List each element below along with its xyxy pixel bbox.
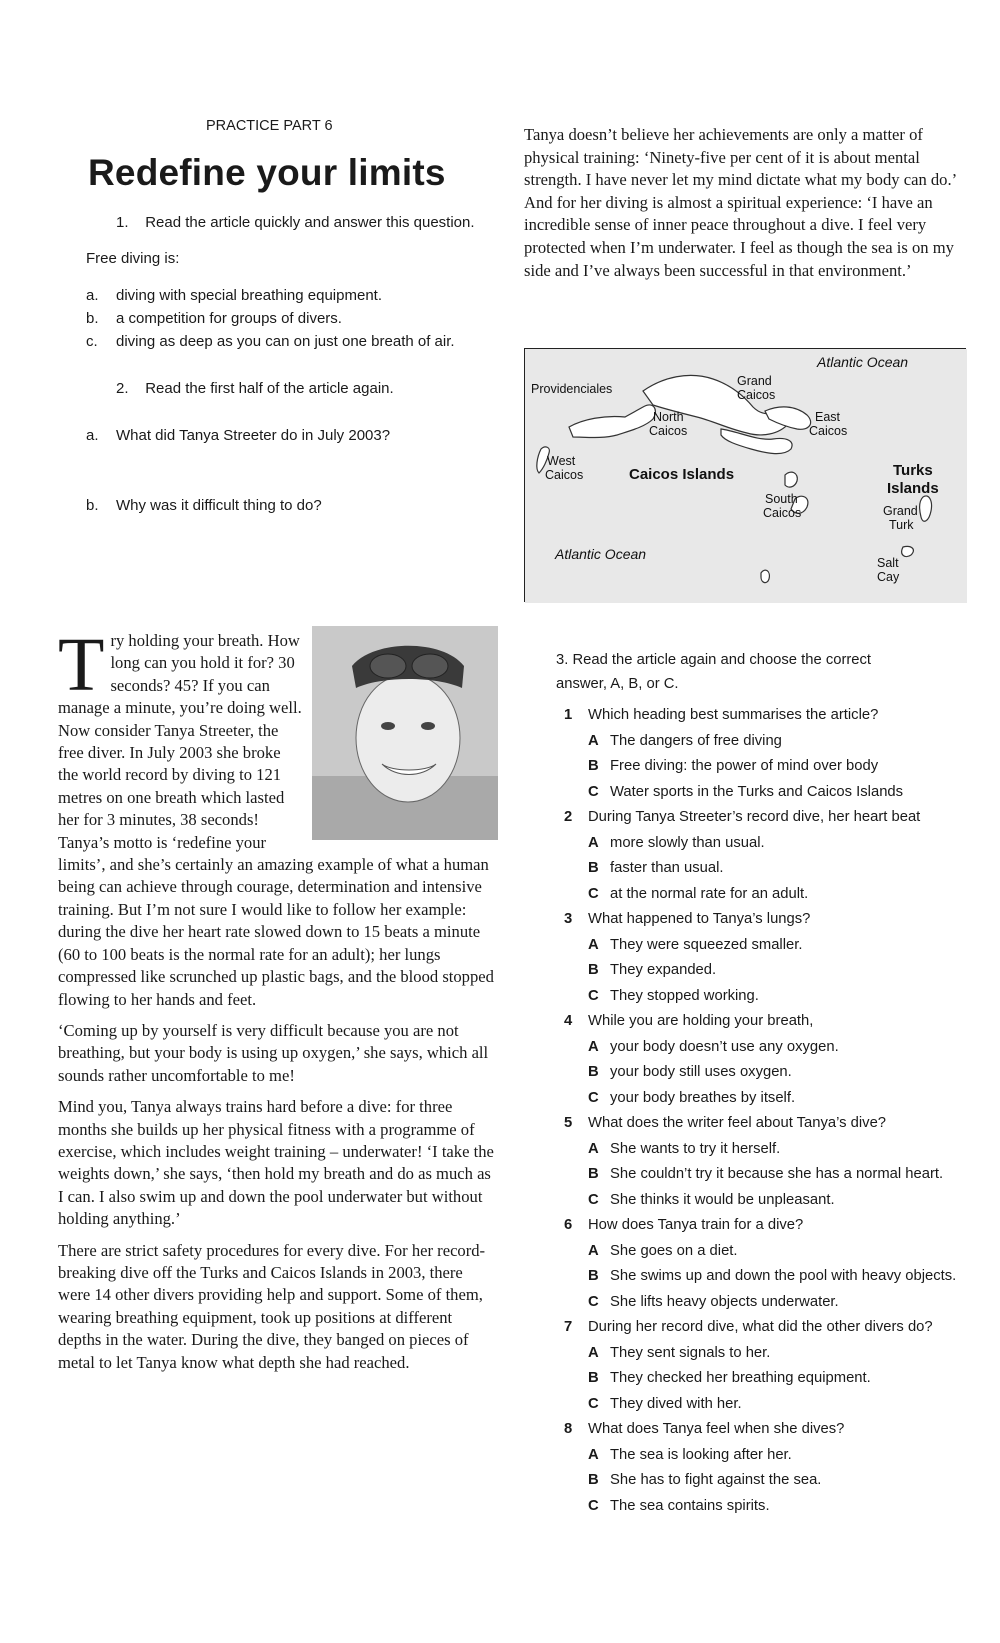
article-continuation <box>524 124 964 282</box>
question-text: What happened to Tanya’s lungs? <box>588 911 811 927</box>
question-number: 8 <box>564 1421 573 1437</box>
option-text: diving with special breathing equipment. <box>116 287 382 304</box>
option-letter: B <box>588 758 599 774</box>
task3-instruction-line: answer, A, B, or C. <box>556 676 679 692</box>
map-label: Caicos <box>649 424 688 438</box>
question-text: During her record dive, what did the other divers do? <box>588 1319 933 1335</box>
option-letter: A <box>588 834 599 851</box>
option-letter: A <box>588 732 599 749</box>
answer-option[interactable] <box>588 1497 976 1517</box>
answer-option[interactable] <box>588 859 976 879</box>
option-text: at the normal rate for an adult. <box>610 885 809 902</box>
task1-option <box>86 310 506 330</box>
map-label: Grand <box>883 504 918 518</box>
answer-option[interactable] <box>588 757 976 777</box>
map-label: Providenciales <box>531 382 613 396</box>
option-letter: c. <box>86 333 98 350</box>
map-label: Islands <box>887 480 939 497</box>
option-letter: B <box>588 860 599 876</box>
question-item <box>556 1012 976 1108</box>
task2-question <box>86 497 506 517</box>
option-letter: C <box>588 1497 599 1514</box>
map-label: Salt <box>877 556 899 570</box>
answer-option[interactable] <box>588 1471 976 1491</box>
answer-option[interactable] <box>588 1446 976 1466</box>
question-item <box>556 808 976 904</box>
answer-option[interactable] <box>588 987 976 1007</box>
question-item <box>556 1318 976 1414</box>
option-letter: C <box>588 783 599 800</box>
answer-option[interactable] <box>588 885 976 905</box>
option-letter: B <box>588 1268 599 1284</box>
option-letter: b. <box>86 310 99 327</box>
option-letter: B <box>588 1064 599 1080</box>
article-body <box>58 623 498 1383</box>
answer-option[interactable] <box>588 1344 976 1364</box>
caicos-cay <box>785 472 797 487</box>
map-label: Cay <box>877 570 900 584</box>
task1-prompt: Free diving is: <box>86 250 180 267</box>
question-number: 5 <box>564 1115 573 1131</box>
question-text: How does Tanya train for a dive? <box>588 1217 804 1233</box>
task1-option <box>86 333 506 353</box>
option-letter: A <box>588 1344 599 1361</box>
option-letter: A <box>588 936 599 953</box>
task1-instruction-text: Read the article quickly and answer this question. <box>145 214 475 231</box>
question-text: Which heading best summarises the article? <box>588 707 879 723</box>
option-letter: C <box>588 1089 599 1106</box>
answer-option[interactable] <box>588 783 976 803</box>
question-number: 3 <box>564 911 573 927</box>
option-letter: A <box>588 1242 599 1259</box>
answer-option[interactable] <box>588 1293 976 1313</box>
article-text: ry holding your breath. How long can you hold it for? 30 seconds? 45? If you can manage a minute, you’re doing well. Now consider Tanya Streeter, the free diver. In July 2003 she broke the world record by diving to 121 metres on one breath which lasted her for 3 minutes, 38 seconds! Tanya’s motto is ‘redefine your limits’, and she’s certainly an amazing example of what a human being can achieve through courage, determination and intensive training. But I’m not sure I would like to follow her example: during the dive her heart rate slowed down to 15 beats a minute (60 to 100 beats is the normal rate for an adult); her lungs compressed like scrunched up plastic bags, and the blood stopped flowing to her hands and feet. <box>58 631 494 1009</box>
option-text: diving as deep as you can on just one breath of air. <box>116 333 455 350</box>
option-letter: C <box>588 1191 599 1208</box>
small-cay <box>761 570 769 583</box>
task2-question <box>86 427 506 447</box>
article-paragraph-4: There are strict safety procedures for every dive. For her record-breaking dive off the Turks and Caicos Islands in 2003, there were 14 other divers providing help and support. Some of them, wearing breathing equipment, took up positions at different depths in the water. During the dive, they banged on pieces of metal to let Tanya know what depth she had reached. <box>58 1240 486 1372</box>
portrait-graphic <box>312 626 498 840</box>
option-text: Free diving: the power of mind over body <box>610 758 879 774</box>
question-letter: b. <box>86 497 99 514</box>
option-letter: A <box>588 1038 599 1055</box>
answer-option[interactable] <box>588 1395 976 1415</box>
option-text: more slowly than usual. <box>610 834 765 851</box>
answer-option[interactable] <box>588 936 976 956</box>
task2-number: 2. <box>116 380 129 397</box>
option-letter: a. <box>86 287 99 304</box>
option-letter: A <box>588 1140 599 1157</box>
map-label: Caicos <box>737 388 776 402</box>
option-text: She swims up and down the pool with heavy objects. <box>610 1268 957 1284</box>
question-text: During Tanya Streeter’s record dive, her heart beat <box>588 809 921 825</box>
answer-option[interactable] <box>588 1140 976 1160</box>
option-letter: C <box>588 1293 599 1310</box>
answer-option[interactable] <box>588 1038 976 1058</box>
task3-block <box>556 648 976 1522</box>
map-turks-caicos <box>524 348 966 602</box>
option-letter: B <box>588 1166 599 1182</box>
map-label: Grand <box>737 374 772 388</box>
drop-cap: T <box>58 623 105 707</box>
option-text: your body breathes by itself. <box>610 1089 796 1106</box>
map-label: Caicos <box>809 424 848 438</box>
map-label: Caicos Islands <box>629 466 735 483</box>
map-label: Caicos <box>545 468 584 482</box>
question-item <box>556 910 976 1006</box>
option-letter: A <box>588 1446 599 1463</box>
option-text: She wants to try it herself. <box>610 1140 781 1157</box>
page-title: Redefine your limits <box>88 152 446 193</box>
task2-instruction-text: Read the first half of the article again. <box>145 380 394 397</box>
answer-option[interactable] <box>588 1165 976 1185</box>
article-paragraph-3: Mind you, Tanya always trains hard before a dive: for three months she builds up her physical fitness with a programme of exercise, which includes weight training – underwater! ‘I take the weights down,’ she says, ‘then hold my breath and do as much as I can. I also swim up and down the pool underwater but without holding anything.’ <box>58 1097 494 1229</box>
question-text: While you are holding your breath, <box>588 1013 814 1029</box>
task3-instruction <box>556 648 976 696</box>
article-paragraph: Tanya doesn’t believe her achievements are only a matter of physical training: ‘Ninety-five per cent of it is about mental strength. I have never let my mind dictate what my body can do.’ And for her diving is almost a spiritual experience: ‘I have an incredible sense of inner peace throughout a dive. I feel very protected when I’m underwater. I feel as though the sea is on my side and I’ve always been successful in that environment.’ <box>524 125 956 280</box>
map-label: Atlantic Ocean <box>817 354 909 370</box>
question-item <box>556 1216 976 1312</box>
option-letter: C <box>588 1395 599 1412</box>
answer-option[interactable] <box>588 1089 976 1109</box>
option-text: The sea is looking after her. <box>610 1446 792 1463</box>
option-text: She thinks it would be unpleasant. <box>610 1191 835 1208</box>
map-label: Turks <box>893 462 933 479</box>
option-text: They sent signals to her. <box>610 1344 771 1361</box>
task1-instruction <box>116 214 475 231</box>
answer-option[interactable] <box>588 1191 976 1211</box>
answer-option[interactable] <box>588 834 976 854</box>
question-number: 2 <box>564 809 573 825</box>
question-number: 4 <box>564 1013 573 1029</box>
question-number: 7 <box>564 1319 573 1335</box>
map-label: West <box>547 454 576 468</box>
option-text: Water sports in the Turks and Caicos Islands <box>610 783 904 800</box>
option-letter: B <box>588 1370 599 1386</box>
option-text: They dived with her. <box>610 1395 742 1412</box>
option-letter: C <box>588 987 599 1004</box>
question-number: 1 <box>564 707 573 723</box>
option-text: They expanded. <box>610 962 717 978</box>
question-number: 6 <box>564 1217 573 1233</box>
map-label: Caicos <box>763 506 802 520</box>
answer-option[interactable] <box>588 1267 976 1287</box>
option-text: your body doesn’t use any oxygen. <box>610 1038 839 1055</box>
article-paragraph-2: ‘Coming up by yourself is very difficult because you are not breathing, but your body is using up oxygen,’ she says, which all sounds rather uncomfortable to me! <box>58 1020 489 1085</box>
tanya-streeter-photo <box>312 626 498 840</box>
task2-instruction <box>116 380 394 397</box>
answer-option[interactable] <box>588 1242 976 1262</box>
map-label: East <box>815 410 841 424</box>
option-text: faster than usual. <box>610 860 724 876</box>
option-text: They stopped working. <box>610 987 759 1004</box>
answer-option[interactable] <box>588 732 976 752</box>
option-text: They were squeezed smaller. <box>610 936 803 953</box>
option-text: a competition for groups of divers. <box>116 310 342 327</box>
map-label: Turk <box>889 518 914 532</box>
option-text: She couldn’t try it because she has a normal heart. <box>610 1166 944 1182</box>
task1-number: 1. <box>116 214 129 231</box>
task3-instruction-line: 3. Read the article again and choose the correct <box>556 652 872 668</box>
question-text: What does the writer feel about Tanya’s dive? <box>588 1115 887 1131</box>
salt-cay-island <box>902 546 914 556</box>
question-text: What did Tanya Streeter do in July 2003? <box>116 427 391 444</box>
map-label: South <box>765 492 798 506</box>
section-label: PRACTICE PART 6 <box>206 118 333 134</box>
option-text: The sea contains spirits. <box>610 1497 770 1514</box>
question-item <box>556 706 976 802</box>
answer-option[interactable] <box>588 1063 976 1083</box>
option-text: She lifts heavy objects underwater. <box>610 1293 839 1310</box>
option-text: your body still uses oxygen. <box>610 1064 792 1080</box>
option-text: She has to fight against the sea. <box>610 1472 822 1488</box>
option-text: They checked her breathing equipment. <box>610 1370 871 1386</box>
answer-option[interactable] <box>588 961 976 981</box>
map-graphic <box>525 349 967 603</box>
option-letter: C <box>588 885 599 902</box>
question-text: Why was it difficult thing to do? <box>116 497 322 514</box>
question-text: What does Tanya feel when she dives? <box>588 1421 845 1437</box>
option-text: She goes on a diet. <box>610 1242 738 1259</box>
answer-option[interactable] <box>588 1369 976 1389</box>
map-label: Atlantic Ocean <box>555 546 647 562</box>
question-list <box>556 706 976 1516</box>
map-label: North <box>653 410 684 424</box>
option-text: The dangers of free diving <box>610 732 782 749</box>
question-item <box>556 1420 976 1516</box>
option-letter: B <box>588 962 599 978</box>
option-letter: B <box>588 1472 599 1488</box>
task1-option <box>86 287 506 307</box>
question-item <box>556 1114 976 1210</box>
question-letter: a. <box>86 427 99 444</box>
